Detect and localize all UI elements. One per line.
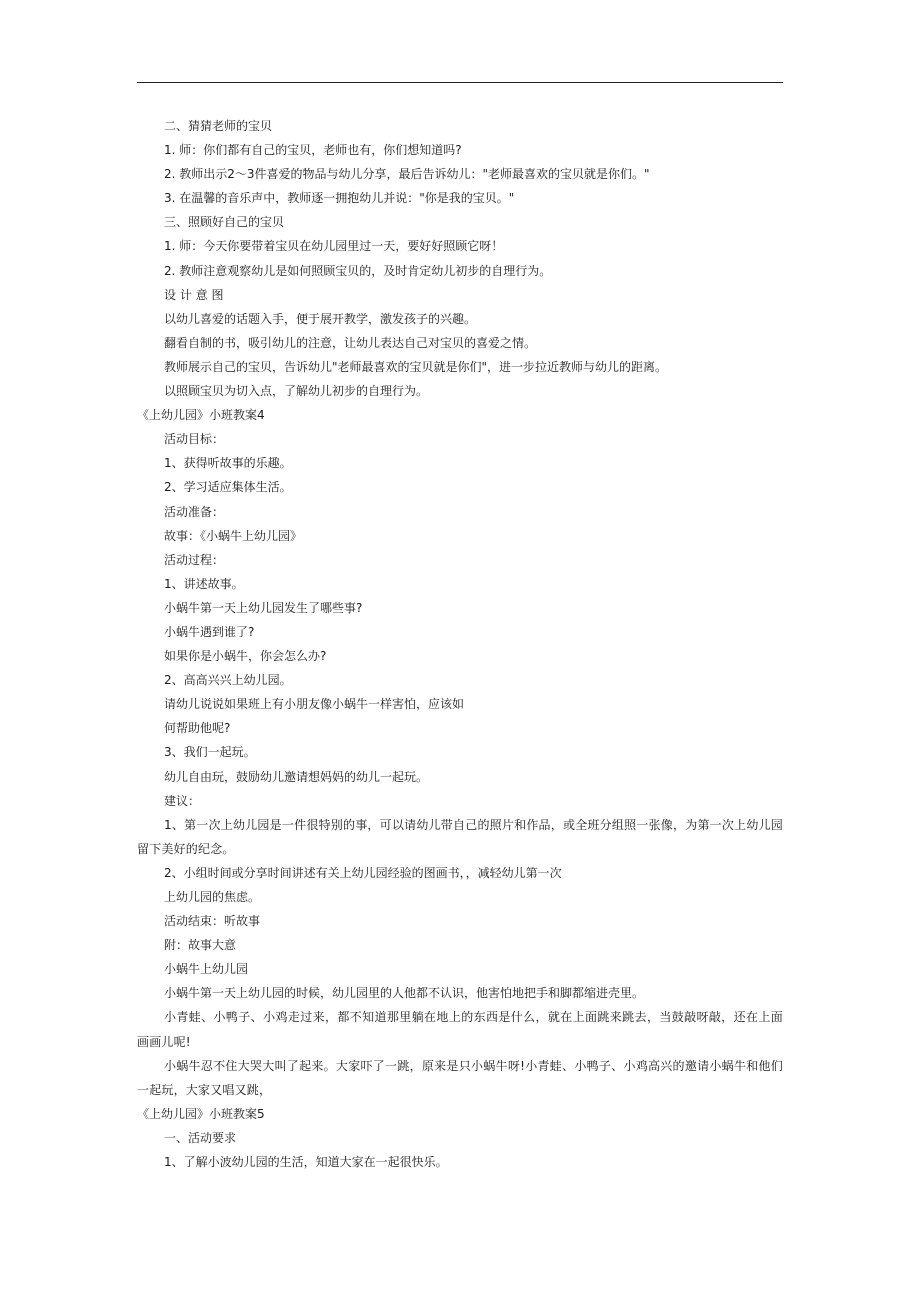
list-item: 1、获得听故事的乐趣。 — [164, 456, 292, 471]
paragraph-line: 故事：《小蜗牛上幼儿园》 — [164, 528, 303, 543]
list-item: 3. 在温馨的音乐声中，教师逐一拥抱幼儿并说："你是我的宝贝。" — [164, 191, 515, 206]
list-item: 2、学习适应集体生活。 — [164, 480, 292, 495]
list-item: 2、小组时间或分享时间讲述有关上幼儿园经验的图画书，，减轻幼儿第一次 — [164, 865, 562, 880]
paragraph-line: 幼儿自由玩，鼓励幼儿邀请想妈妈的幼儿一起玩。 — [164, 769, 429, 784]
lesson-plan-title-4: 《上幼儿园》小班教案4 — [137, 408, 265, 423]
section-heading-care-treasure: 三、照顾好自己的宝贝 — [164, 215, 285, 230]
section-heading-guess-treasure: 二、猜猜老师的宝贝 — [164, 119, 273, 133]
list-item: 2、高高兴兴上幼儿园。 — [164, 673, 292, 688]
subheading-requirements: 一、活动要求 — [164, 1130, 237, 1145]
list-item: 1、了解小波幼儿园的生活，知道大家在一起很快乐。 — [164, 1155, 448, 1170]
paragraph: 小青蛙、小鸭子、小鸡走过来，都不知道那里躺在地上的东西是什么，就在上面跳来跳去，当鼓敲呀敲，还在上面画画儿呢! — [137, 1010, 783, 1049]
story-title: 小蜗牛上幼儿园 — [164, 962, 249, 977]
paragraph-line: 教师展示自己的宝贝，告诉幼儿"老师最喜欢的宝贝就是你们"，进一步拉近教师与幼儿的距离。 — [164, 359, 668, 374]
subheading-preparation: 活动准备： — [164, 504, 225, 519]
list-item: 1. 师：今天你要带着宝贝在幼儿园里过一天，要好好照顾它呀！ — [164, 239, 504, 254]
paragraph-line: 如果你是小蜗牛，你会怎么办? — [164, 649, 327, 664]
list-item: 3、我们一起玩。 — [164, 745, 256, 760]
list-item: 1. 师：你们都有自己的宝贝，老师也有，你们想知道吗? — [164, 143, 462, 158]
paragraph: 小蜗牛忍不住大哭大叫了起来。大家吓了一跳，原来是只小蜗牛呀!小青蛙、小鸭子、小鸡高兴的邀请小蜗牛和他们一起玩，大家又唱又跳， — [137, 1058, 783, 1097]
paragraph-line: 上幼儿园的焦虑。 — [164, 890, 261, 904]
paragraph-line: 以照顾宝贝为切入点，了解幼儿初步的自理行为。 — [164, 384, 429, 399]
paragraph-line: 小蜗牛第一天上幼儿园的时候，幼儿园里的人他都不认识，他害怕地把手和脚都缩进壳里。 — [164, 986, 645, 1001]
list-item: 1、讲述故事。 — [164, 576, 244, 591]
document-body — [137, 114, 783, 1174]
paragraph-line: 请幼儿说说如果班上有小朋友像小蜗牛一样害怕，应该如 — [164, 697, 465, 712]
subheading-process: 活动过程： — [164, 552, 225, 567]
lesson-plan-title-5: 《上幼儿园》小班教案5 — [137, 1106, 265, 1121]
header-rule — [137, 82, 783, 83]
paragraph-line: 小蜗牛遇到谁了? — [164, 624, 255, 639]
paragraph-line: 翻看自制的书，吸引幼儿的注意，让幼儿表达自己对宝贝的喜爱之情。 — [164, 335, 537, 350]
subheading-objectives: 活动目标： — [164, 432, 225, 447]
subheading-ending: 活动结束：听故事 — [164, 914, 261, 929]
design-intent-heading: 设 计 意 图 — [164, 287, 224, 302]
paragraph-line: 小蜗牛第一天上幼儿园发生了哪些事? — [164, 600, 363, 615]
subheading-suggestions: 建议： — [164, 793, 201, 808]
paragraph-line: 何帮助他呢? — [164, 721, 231, 736]
subheading-appendix: 附：故事大意 — [164, 938, 237, 953]
list-item: 2. 教师出示2～3件喜爱的物品与幼儿分享，最后告诉幼儿："老师最喜欢的宝贝就是你们。" — [164, 167, 650, 182]
paragraph-line: 以幼儿喜爱的话题入手，便于展开教学，激发孩子的兴趣。 — [164, 311, 477, 326]
list-item: 2. 教师注意观察幼儿是如何照顾宝贝的，及时肯定幼儿初步的自理行为。 — [164, 263, 552, 278]
paragraph: 1、第一次上幼儿园是一件很特别的事，可以请幼儿带自己的照片和作品，或全班分组照一张像，为第一次上幼儿园留下美好的纪念。 — [137, 817, 783, 856]
